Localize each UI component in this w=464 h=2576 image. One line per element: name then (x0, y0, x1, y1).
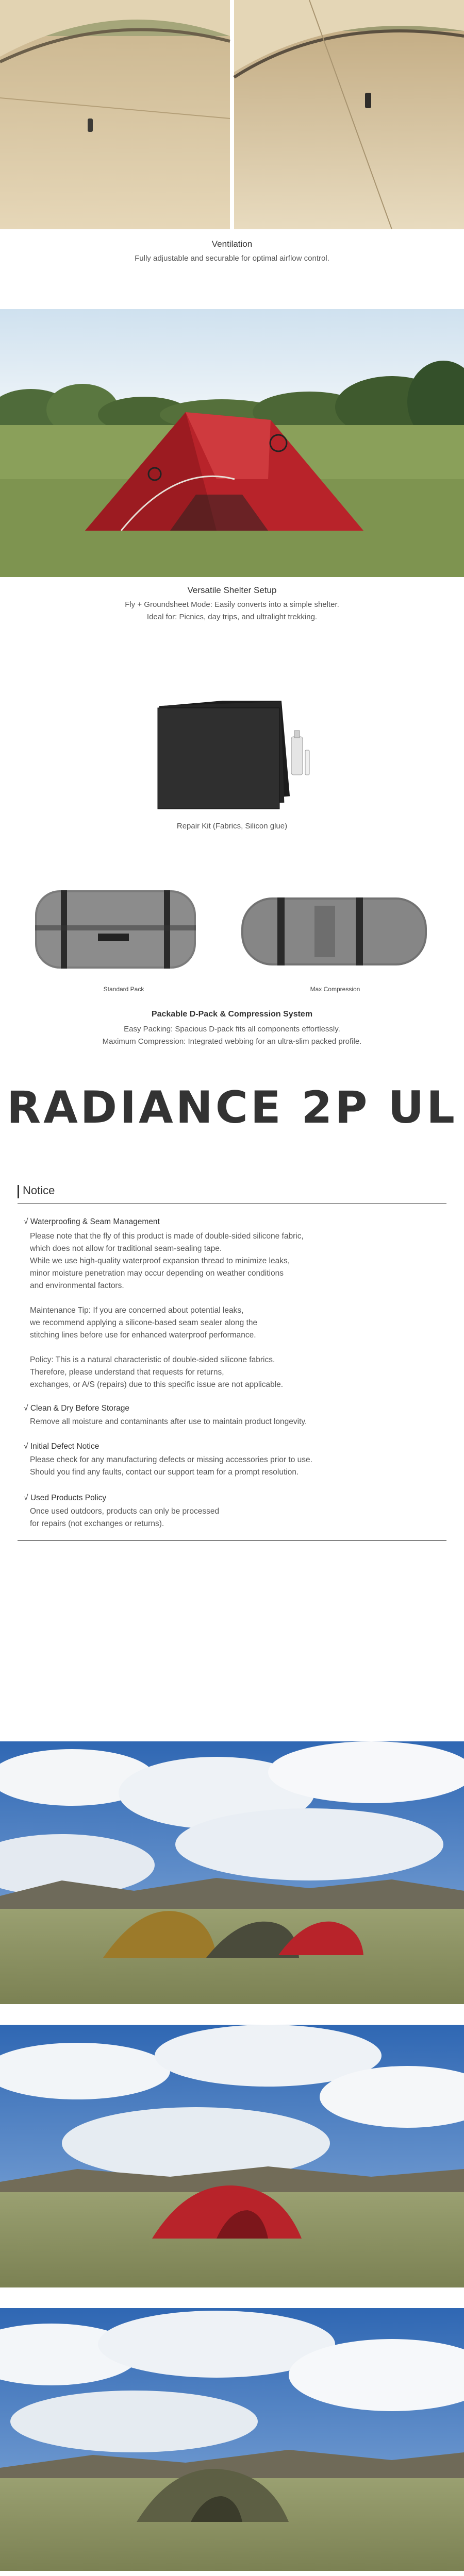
notice-heading-bar (18, 1185, 19, 1198)
notice-section-title: √ Used Products Policy (24, 1494, 107, 1502)
packs-title: Packable D-Pack & Compression System (151, 1010, 313, 1019)
landscape-photo-1 (0, 1741, 464, 2004)
silicone-glue-tube (291, 731, 309, 775)
notice-section-title: √ Initial Defect Notice (24, 1442, 100, 1451)
landscape-photos (0, 1741, 464, 2576)
repair-caption: Repair Kit (Fabrics, Silicon glue) (176, 822, 288, 831)
notice-line: exchanges, or A/S (repairs) due to this specific issue are not applicable. (30, 1380, 284, 1389)
packs-image (0, 885, 464, 983)
notice-line: Should you find any faults, contact our support team for a prompt resolution. (30, 1468, 299, 1477)
ventilation-desc: Fully adjustable and securable for optimal airflow control. (135, 254, 329, 263)
notice-section-title: √ Waterproofing & Seam Management (24, 1217, 160, 1226)
shelter-photo (0, 309, 464, 577)
packs-illustration (0, 885, 464, 983)
max-compression-pack (241, 897, 427, 965)
notice-line: Policy: This is a natural characteristic of double-sided silicone fabrics. (30, 1355, 275, 1364)
notice-line: Please check for any manufacturing defects or missing accessories prior to use. (30, 1455, 312, 1464)
max-compression-label: Max Compression (310, 986, 360, 993)
notice-line: we recommend applying a silicone-based seam sealer along the (30, 1318, 258, 1327)
repair-kit-illustration (0, 701, 464, 814)
notice-heading: Notice (23, 1184, 55, 1197)
landscape-photo-2 (0, 2025, 464, 2287)
ventilation-photo-left (0, 0, 230, 229)
notice-line: While we use high-quality waterproof expansion thread to minimize leaks, (30, 1257, 290, 1265)
notice-line: Please note that the fly of this product is made of double-sided silicone fabric, (30, 1232, 304, 1241)
ventilation-photo-right (234, 0, 464, 229)
landscape-gallery (0, 1741, 464, 2576)
shelter-scene (0, 309, 464, 577)
ventilation-photo-pair (0, 0, 464, 229)
packs-labels (0, 986, 464, 996)
shelter-line1: Fly + Groundsheet Mode: Easily converts into a simple shelter. (125, 600, 339, 609)
notice-line: Once used outdoors, products can only be processed (30, 1507, 220, 1516)
notice-line: stitching lines before use for enhanced waterproof performance. (30, 1331, 256, 1340)
notice-section-title: √ Clean & Dry Before Storage (24, 1404, 129, 1413)
shelter-line2: Ideal for: Picnics, day trips, and ultralight trekking. (146, 613, 318, 621)
notice-line: which does not allow for traditional seam-sealing tape. (30, 1244, 222, 1253)
notice-line: and environmental factors. (30, 1281, 124, 1290)
packs-line2: Maximum Compression: Integrated webbing for an ultra-slim packed profile. (102, 1037, 362, 1046)
notice-bottom-rule (18, 1540, 446, 1541)
shelter-title: Versatile Shelter Setup (187, 585, 277, 595)
packs-line1: Easy Packing: Spacious D-pack fits all components effortlessly. (124, 1025, 340, 1033)
notice-line: Therefore, please understand that requests for returns, (30, 1368, 224, 1377)
notice-line: for repairs (not exchanges or returns). (30, 1519, 164, 1528)
notice-line: Maintenance Tip: If you are concerned about potential leaks, (30, 1306, 244, 1315)
product-name: RADIANCE 2P UL (7, 1082, 457, 1133)
ventilation-title: Ventilation (211, 239, 253, 249)
landscape-photo-3 (0, 2308, 464, 2571)
notice-line: Remove all moisture and contaminants after use to maintain product longevity. (30, 1417, 307, 1426)
standard-pack-label: Standard Pack (103, 986, 144, 993)
ventilation-photos (0, 0, 464, 229)
repair-fabric-patches (158, 701, 290, 809)
repair-kit-image (0, 701, 464, 814)
standard-pack (35, 890, 196, 969)
notice-line: minor moisture penetration may occur depending on weather conditions (30, 1269, 284, 1278)
